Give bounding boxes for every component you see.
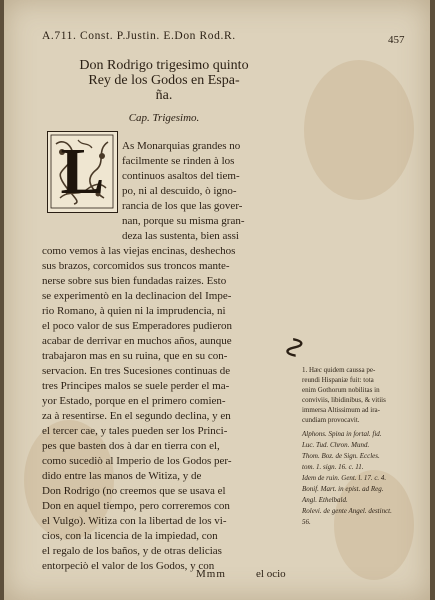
paper-stain <box>304 60 414 200</box>
note-line: conviviis, libidinibus, & vitiis <box>302 396 386 404</box>
note-citation: Idem de ruin. Gent. l. 17. c. 4. <box>302 474 387 482</box>
book-page <box>4 0 430 600</box>
text-line: za à resentirse. En el segundo declina, y en <box>42 410 231 422</box>
note-line: immersa Altissimum ad ira- <box>302 406 380 414</box>
text-line: servacion. En tres Sucesiones continuas de <box>42 365 231 377</box>
note-citation: Rolevi. de gente Angel. destinct. <box>302 507 392 515</box>
note-citation: tom. 1. sign. 16. c. 11. <box>302 463 364 471</box>
text-line: Don Rodrigo (no creemos que se usava el <box>42 485 226 497</box>
note-line: enim Gothorum nobilitas in <box>302 386 380 394</box>
note-citation: Bonif. Mart. in epist. ad Reg. <box>302 485 384 493</box>
text-line: sus brazos, corcomidos sus troncos mante- <box>42 260 230 272</box>
chapter-title-line: Rey de los Godos en Espa- <box>88 73 240 88</box>
text-line: deza las sustenta, bien assi <box>122 230 239 242</box>
chapter-title-line: ña. <box>155 88 173 103</box>
catchword: el ocio <box>256 568 286 580</box>
text-line: pes que basten dos à dar en tierra con el, <box>42 440 220 452</box>
note-line: cundiam provocavit. <box>302 416 360 424</box>
note-citation: Alphons. Spina in fortal. fid. <box>302 430 382 438</box>
initial-letter: L <box>60 135 105 208</box>
text-line: el tercer cae, y tales pueden ser los Princi- <box>42 425 228 437</box>
note-line: 1. Hæc quidem caussa pe- <box>302 366 376 374</box>
text-line: facilmente se rinden à los <box>122 155 235 167</box>
text-line: cios, con la licencia de la impiedad, con <box>42 530 218 542</box>
decorated-initial <box>47 131 118 213</box>
text-line: yor Estado, porque en el primero comien- <box>42 395 226 407</box>
note-citation: Angl. Ethelbald. <box>302 496 348 504</box>
text-line: tres Principes malos se suele perder el ma- <box>42 380 230 392</box>
text-line: el regalo de los baños, y de otras delicias <box>42 545 222 557</box>
text-line: rio Romano, à quien ni la imprudencia, ni <box>42 305 226 317</box>
text-line: trabajaron mas en su ruina, que en su con- <box>42 350 228 362</box>
page-number: 457 <box>388 34 405 46</box>
text-line: rancia de los que las gover- <box>122 200 243 212</box>
note-citation: Luc. Tud. Chron. Mund. <box>302 441 370 449</box>
note-citation: 56. <box>302 518 311 526</box>
note-citation: Thom. Boz. de Sign. Eccles. <box>302 452 380 460</box>
note-line: reundi Hispaniæ fuit: tota <box>302 376 374 384</box>
text-line: se experimentò en la declinacion del Impe- <box>42 290 232 302</box>
marginal-flourish-icon: ∿ <box>278 334 312 361</box>
text-line: como vemos à las viejas encinas, deshechos <box>42 245 236 257</box>
chapter-title <box>44 58 284 103</box>
chapter-label: Cap. Trigesimo. <box>128 112 200 124</box>
chapter-title-line: Don Rodrigo trigesimo quinto <box>79 58 249 73</box>
text-line: entorpeciò el valor de los Godos, y con <box>42 560 215 572</box>
signature-mark: Mmm <box>196 568 226 580</box>
text-line: po, ni al descuido, ò igno- <box>122 185 237 197</box>
text-line: As Monarquias grandes no <box>122 140 241 152</box>
text-line: como sucediò al Imperio de los Godos per- <box>42 455 232 467</box>
text-line: el Vulgo). Witiza con la libertad de los vi- <box>42 515 227 527</box>
running-head: A.711. Const. P.Justin. E.Don Rod.R. <box>42 30 236 42</box>
text-line: nerse sobre sus bien fundadas raizes. Esto <box>42 275 227 287</box>
text-line: el poco valor de sus Emperadores pudieron <box>42 320 232 332</box>
text-line: nan, porque su misma gran- <box>122 215 245 227</box>
text-line: acabar de derrivar en muchos años, aunque <box>42 335 232 347</box>
text-line: continuos asaltos del tiem- <box>122 170 240 182</box>
text-line: dido entre las manos de Witiza, y de <box>42 470 202 482</box>
text-line: Don en aquel tiempo, pero correremos con <box>42 500 230 512</box>
